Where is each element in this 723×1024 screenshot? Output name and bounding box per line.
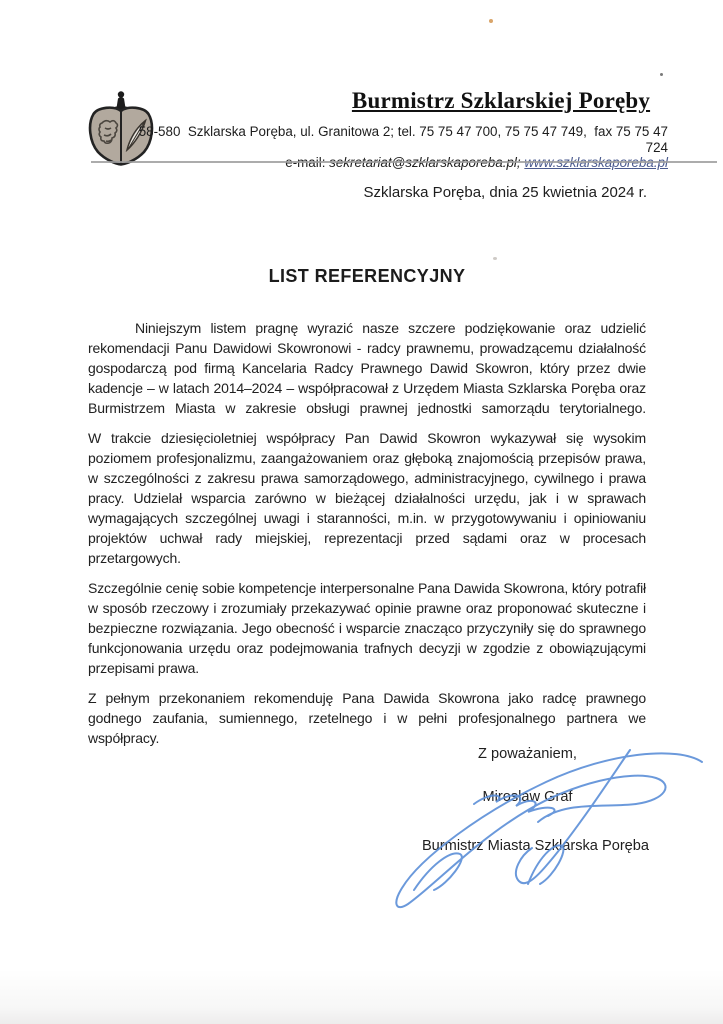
scan-speck — [493, 257, 497, 260]
date-line: Szklarska Poręba, dnia 25 kwietnia 2024 r. — [363, 184, 647, 201]
paragraph-4: Z pełnym przekonaniem rekomenduję Pana Dawida Skowrona jako radcę prawnego godnego zaufania, sumiennego, rzetelnego i w pełni profesjonalnego partnera we współpracy. — [88, 690, 646, 746]
paragraph-2: W trakcie dziesięcioletniej współpracy Pan Dawid Skowron wykazywał się wysokim poziomem profesjonalizmu, zaangażowaniem oraz głęboką znajomością przepisów prawa, w szczególności z zakresu prawa samorządowego, administracyjnego, cywilnego i prawa pracy. Udzielał wsparcia zarówno w bieżącej działalności urzędu, jak i w sprawach wymagających szczególnej uwagi i staranności, m.in. w przygotowywaniu i opiniowaniu projektów uchwał rady miejskiej, reprezentacji przed sądami oraz w procesach przetargowych. — [88, 430, 646, 566]
letter-body — [88, 318, 646, 758]
sender-contact-block — [128, 124, 668, 171]
paragraph-3: Szczególnie cenię sobie kompetencje interpersonalne Pana Dawida Skowrona, który potrafił w sposób rzeczowy i zrozumiały przekazywać opinie prawne oraz proponować skuteczne i bezpieczne rozwiązania. Jego obecność i wsparcie znacząco przyczyniły się do sprawnego funkcjonowania urzędu oraz podejmowania trafnych decyzji w zgodzie z obowiązującymi przepisami prawa. — [88, 580, 647, 676]
signer-name: Mirosław Graf — [482, 789, 573, 805]
sender-title: Burmistrz Szklarskiej Poręby — [351, 88, 651, 113]
paragraph-1: Niniejszym listem pragnę wyrazić nasze szczere podziękowanie oraz udzielić rekomendacji Panu Dawidowi Skowronowi - radcy prawnemu, prowadzącemu działalność gospodarczą pod firmą Kancelaria Radcy Prawnego Dawid Skowron, który przez dwie kadencje – w latach 2014–2024 – współpracował z Urzędem Miasta Szklarska Poręba oraz Burmistrzem Miasta w zakresie obsługi prawnej jednostki samorządu terytorialnego. — [88, 320, 646, 416]
closing-salutation: Z poważaniem, — [478, 746, 577, 762]
scan-speck — [489, 19, 493, 23]
shield-finial — [115, 91, 127, 109]
handwritten-signature — [378, 738, 710, 916]
sender-address-line: 58-580 Szklarska Poręba, ul. Granitowa 2; tel. 75 75 47 700, 75 75 47 749, fax 75 75 47 724 — [138, 124, 668, 155]
scan-speck — [660, 73, 663, 76]
header-divider — [91, 161, 717, 163]
scan-bottom-shadow — [0, 969, 723, 1024]
letter-title: LIST REFERENCYJNY — [268, 266, 466, 286]
signer-role: Burmistrz Miasta Szklarska Poręba — [421, 838, 650, 854]
